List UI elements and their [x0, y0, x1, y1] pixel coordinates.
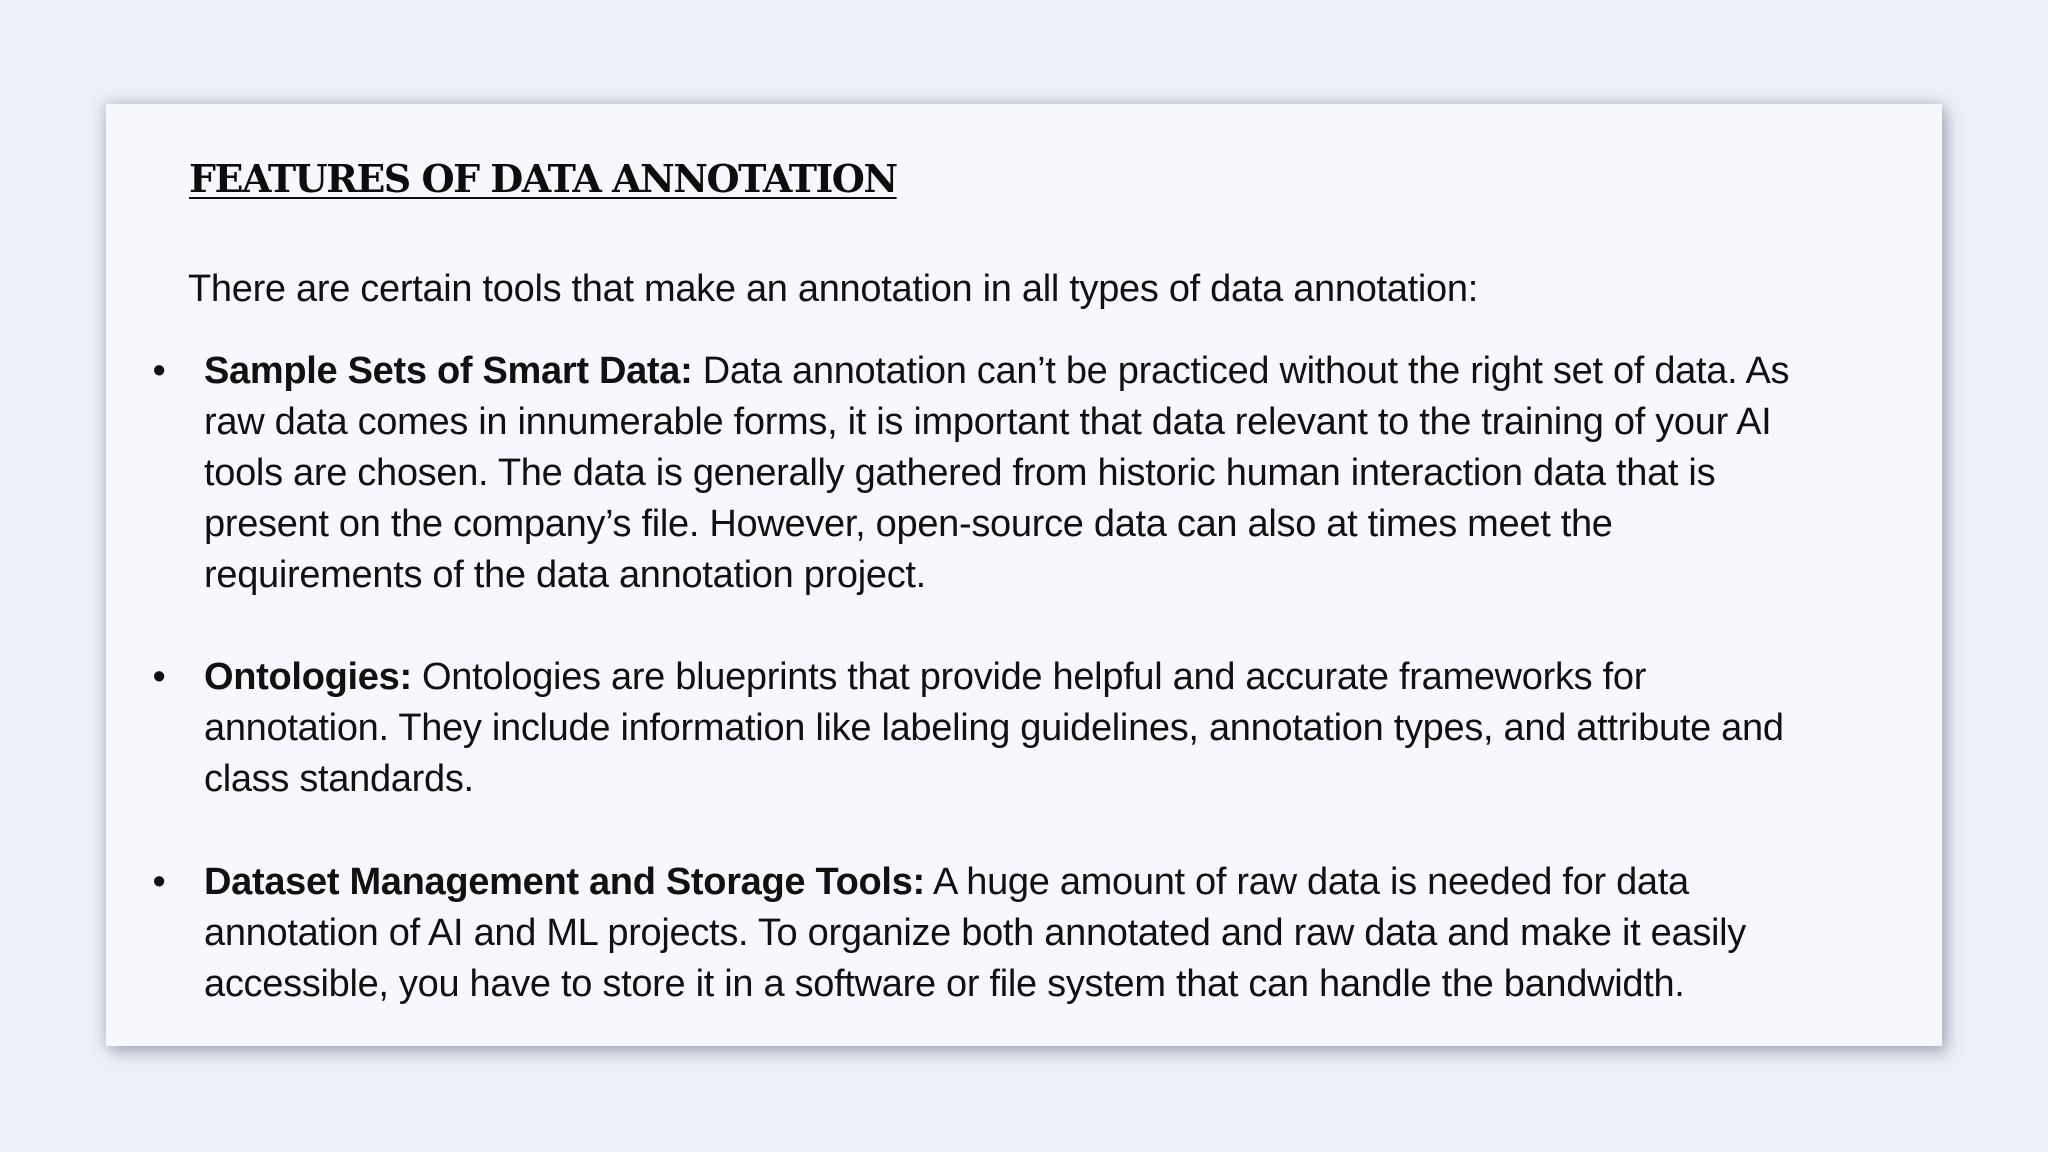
intro-text: There are certain tools that make an annotation in all types of data annotation:	[188, 268, 1478, 310]
bullet-line: tools are chosen. The data is generally gathered from historic human interaction data that is	[204, 452, 1716, 494]
bullet-line: present on the company’s file. However, open-source data can also at times meet the	[204, 503, 1613, 545]
bullet-dot-icon: •	[152, 861, 166, 903]
bullet-line: class standards.	[204, 758, 474, 800]
bullet-term: Ontologies:	[204, 656, 412, 698]
bullet-text	[204, 857, 1924, 1010]
bullet-line: accessible, you have to store it in a software or file system that can handle the bandwidth.	[204, 963, 1685, 1005]
bullet-text	[204, 346, 1924, 601]
bullet-term: Dataset Management and Storage Tools:	[204, 861, 925, 903]
bullet-line: annotation of AI and ML projects. To organize both annotated and raw data and make it easily	[204, 912, 1746, 954]
bullet-line: raw data comes in innumerable forms, it is important that data relevant to the training of your AI	[204, 401, 1772, 443]
bullet-dot-icon: •	[152, 656, 166, 698]
bullet-line	[204, 857, 1924, 908]
bullet-line: annotation. They include information like labeling guidelines, annotation types, and attribute and	[204, 707, 1784, 749]
bullet-text	[204, 652, 1924, 805]
bullet-line-text: Ontologies are blueprints that provide helpful and accurate frameworks for	[411, 656, 1647, 698]
bullet-line	[204, 346, 1924, 397]
bullet-dot-icon: •	[152, 350, 166, 392]
bullet-line-text: Data annotation can’t be practiced without the right set of data. As	[692, 350, 1790, 392]
slide-card	[106, 104, 1942, 1046]
bullet-line	[204, 652, 1924, 703]
bullet-term: Sample Sets of Smart Data:	[204, 350, 693, 392]
bullet-line-text: A huge amount of raw data is needed for data	[924, 861, 1689, 903]
bullet-line: requirements of the data annotation project.	[204, 554, 926, 596]
slide-title: FEATURES OF DATA ANNOTATION	[189, 156, 897, 201]
